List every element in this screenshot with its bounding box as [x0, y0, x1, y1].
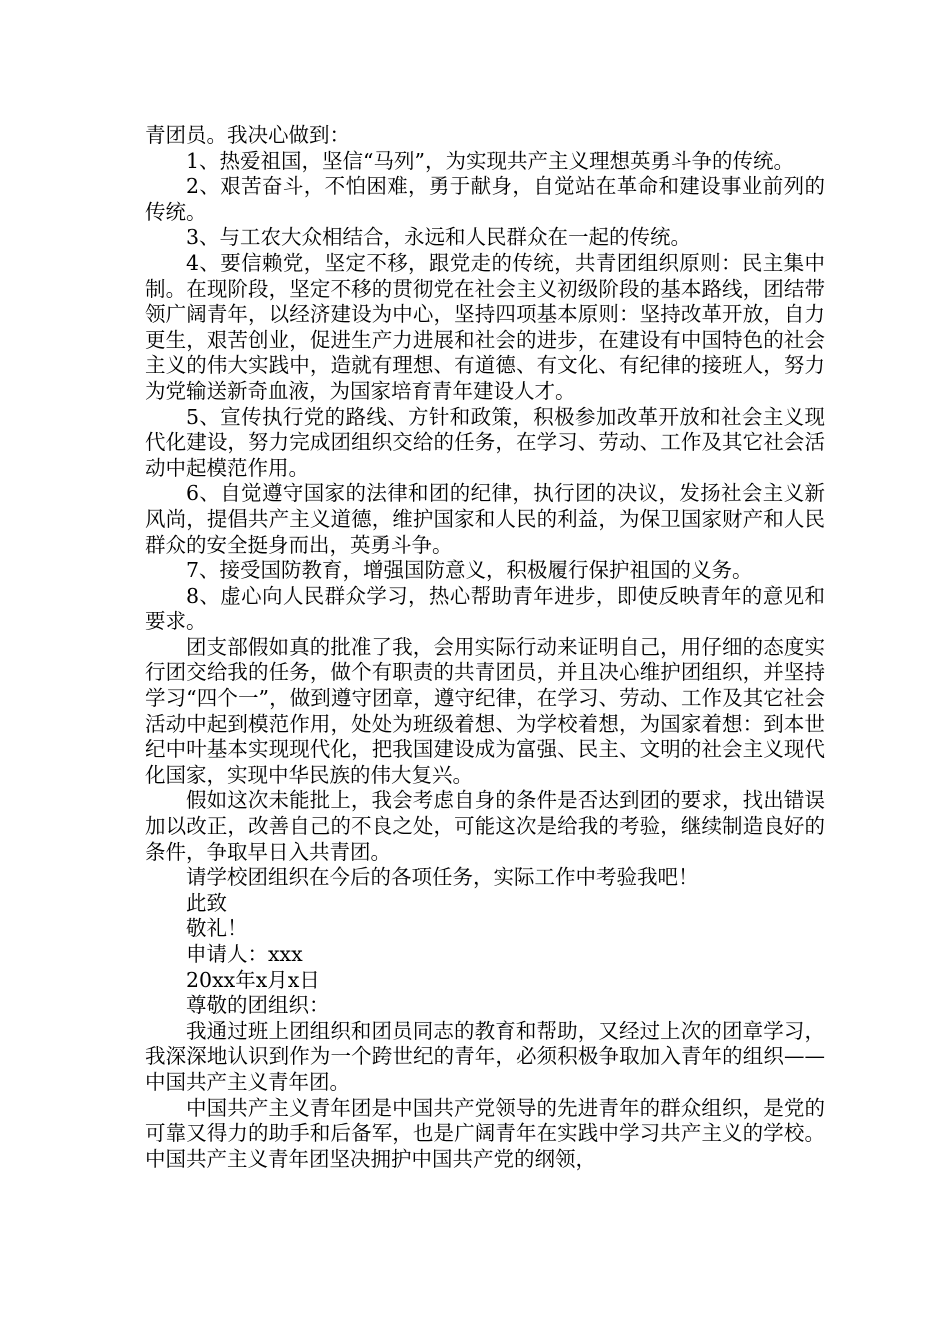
paragraph: 团支部假如真的批准了我，会用实际行动来证明自己，用仔细的态度实行团交给我的任务，做个有职责的共青团员，并且决心维护团组织，并坚持学习“四个一”，做到遵守团章，遵守纪律，在学习、劳动、工作及其它社会活动中起到模范作用，处处为班级着想、为学校着想，为国家着想：到本世纪中叶基本实现现代化，把我国建设成为富强、民主、文明的社会主义现代化国家，实现中华民族的伟大复兴。	[145, 634, 825, 787]
paragraph: 我通过班上团组织和团员同志的教育和帮助，又经过上次的团章学习，我深深地认识到作为一个跨世纪的青年，必须积极争取加入青年的组织——中国共产主义青年团。	[145, 1018, 825, 1094]
paragraph: 20xx年x月x日	[186, 967, 320, 992]
paragraph: 申请人：xxx	[186, 942, 303, 966]
paragraph: 3、与工农大众相结合，永远和人民群众在一起的传统。	[186, 225, 692, 250]
paragraph: 5、宣传执行党的路线、方针和政策，积极参加改革开放和社会主义现代化建设，努力完成团组织交给的任务，在学习、劳动、工作及其它社会活动中起模范作用。	[145, 404, 825, 480]
paragraph: 此致	[186, 890, 227, 915]
paragraph: 尊敬的团组织：	[186, 993, 330, 1018]
paragraph: 8、虚心向人民群众学习，热心帮助青年进步，即使反映青年的意见和要求。	[145, 583, 825, 634]
paragraph: 2、艰苦奋斗，不怕困难，勇于献身，自觉站在革命和建设事业前列的传统。	[145, 174, 825, 224]
paragraph: 假如这次未能批上，我会考虑自身的条件是否达到团的要求，找出错误加以改正，改善自己的不良之处，可能这次是给我的考验，继续制造良好的条件，争取早日入共青团。	[145, 788, 825, 864]
paragraph: 7、接受国防教育，增强国防意义，积极履行保护祖国的义务。	[186, 558, 753, 583]
paragraph: 青团员。我决心做到：	[145, 123, 350, 147]
paragraph: 6、自觉遵守国家的法律和团的纪律，执行团的决议，发扬社会主义新风尚，提倡共产主义道德，维护国家和人民的利益，为保卫国家财产和人民群众的安全挺身而出，英勇斗争。	[145, 481, 825, 557]
paragraph: 1、热爱祖国，坚信“马列”，为实现共产主义理想英勇斗争的传统。	[186, 148, 795, 173]
paragraph: 请学校团组织在今后的各项任务，实际工作中考验我吧！	[186, 865, 699, 890]
document-body	[145, 123, 825, 1172]
paragraph: 4、要信赖党，坚定不移，跟党走的传统，共青团组织原则：民主集中制。在现阶段，坚定不移的贯彻党在社会主义初级阶段的基本路线，团结带领广阔青年，以经济建设为中心，坚持四项基本原则：坚持改革开放，自力更生，艰苦创业，促进生产力进展和社会的进步，在建设有中国特色的社会主义的伟大实践中，造就有理想、有道德、有文化、有纪律的接班人，努力为党输送新奇血液，为国家培育青年建设人才。	[145, 250, 825, 403]
paragraph: 中国共产主义青年团是中国共产党领导的先进青年的群众组织，是党的可靠又得力的助手和后备军，也是广阔青年在实践中学习共产主义的学校。中国共产主义青年团坚决拥护中国共产党的纲领，	[145, 1095, 825, 1171]
paragraph: 敬礼！	[186, 916, 248, 941]
